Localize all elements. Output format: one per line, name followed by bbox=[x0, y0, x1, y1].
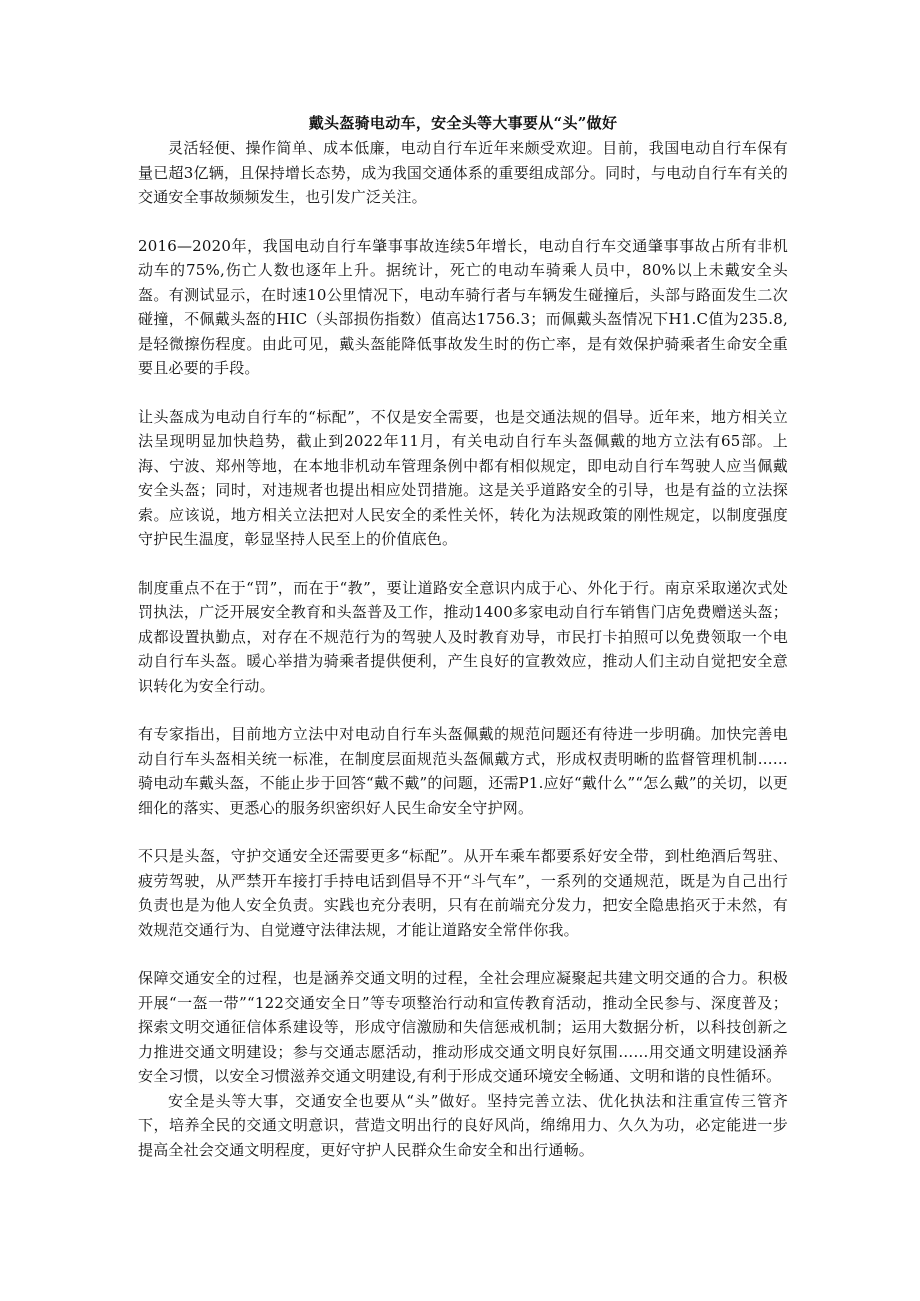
paragraph-other-norms: 不只是头盔，守护交通安全还需要更多“标配”。从开车乘车都要系好安全带，到杜绝酒后驾驻、疲劳驾驶，从严禁开车接打手持电话到倡导不开“斗气车”，一系列的交通规范，既是为自己出行负责也是为他人安全负责。实践也充分表明，只有在前端充分发力，把安全隐患掐灭于未然，有效规范交通行为、自觉遵守法律法规，才能让道路安全常伴你我。 bbox=[138, 847, 788, 939]
paragraph-statistics: 2016—2020年，我国电动自行车肇事事故连续5年增长，电动自行车交通肇事事故占所有非机动车的75%,伤亡人数也逐年上升。据统计，死亡的电动车骑乘人员中，80%以上未戴安全头盔。有测试显示，在时速10公里情况下，电动车骑行者与车辆发生碰撞后，头部与路面发生二次碰撞，不佩戴头盔的HIC（头部损伤指数）值高达1756.3；而佩戴头盔情况下H1.C值为235.8,是轻微擦伤程度。由此可见，戴头盔能降低事故发生时的伤亡率，是有效保护骑乘者生命安全重要且必要的手段。 bbox=[138, 236, 788, 377]
document-title: 戴头盔骑电动车，安全头等大事要从“头”做好 bbox=[308, 114, 618, 132]
paragraph-intro: 灵活轻便、操作简单、成本低廉，电动自行车近年来颇受欢迎。目前，我国电动自行车保有量已超3亿辆，且保持增长态势，成为我国交通体系的重要组成部分。同时，与电动自行车有关的交通安全事故频频发生，也引发广泛关注。 bbox=[138, 139, 788, 206]
document-page bbox=[138, 112, 788, 1162]
paragraph-legislation: 让头盔成为电动自行车的“标配”，不仅是安全需要，也是交通法规的倡导。近年来，地方相关立法呈现明显加快趋势，截止到2022年11月，有关电动自行车头盔佩戴的地方立法有65部。上海、宁波、郑州等地，在本地非机动车管理条例中都有相似规定，即电动自行车驾驶人应当佩戴安全头盔；同时，对违规者也提出相应处罚措施。这是关乎道路安全的引导，也是有益的立法探索。应该说，地方相关立法把对人民安全的柔性关怀，转化为法规政策的刚性规定，以制度强度守护民生温度，彰显坚持人民至上的价值底色。 bbox=[138, 407, 788, 548]
paragraph-standards: 有专家指出，目前地方立法中对电动自行车头盔佩戴的规范问题还有待进一步明确。加快完善电动自行车头盔相关统一标准，在制度层面规范头盔佩戴方式，形成权责明晰的监督管理机制……骑电动车戴头盔，不能止步于回答“戴不戴”的问题，还需P1.应好“戴什么”“怎么戴”的关切，以更细化的落实、更悉心的服务织密织好人民生命安全守护网。 bbox=[138, 725, 788, 817]
paragraph-education: 制度重点不在于“罚”，而在于“教”，要让道路安全意识内成于心、外化于行。南京采取递次式处罚执法，广泛开展安全教育和头盔普及工作，推动1400多家电动自行车销售门店免费赠送头盔；成都设置执勤点，对存在不规范行为的驾驶人及时教育劝导，市民打卡拍照可以免费领取一个电动自行车头盔。暖心举措为骑乘者提供便利，产生良好的宣教效应，推动人们主动自觉把安全意识转化为安全行动。 bbox=[138, 578, 788, 695]
paragraph-conclusion: 安全是头等大事，交通安全也要从“头”做好。坚持完善立法、优化执法和注重宣传三管齐下，培养全民的交通文明意识，营造文明出行的良好风尚，绵绵用力、久久为功，必定能进一步提高全社会交通文明程度，更好守护人民群众生命安全和出行通畅。 bbox=[138, 1091, 788, 1159]
paragraph-civilization: 保障交通安全的过程，也是涵养交通文明的过程，全社会理应凝聚起共建文明交通的合力。积极开展“一盔一带”“122交通安全日”等专项整治行动和宣传教育活动，推动全民参与、深度普及；探索文明交通征信体系建设等，形成守信激励和失信惩戒机制；运用大数据分析，以科技创新之力推进交通文明建设；参与交通志愿活动，推动形成交通文明良好氛围……用交通文明建设涵养安全习惯，以安全习惯滋养交通文明建设,有利于形成交通环境安全畅通、文明和谐的良性循环。 bbox=[138, 969, 788, 1085]
